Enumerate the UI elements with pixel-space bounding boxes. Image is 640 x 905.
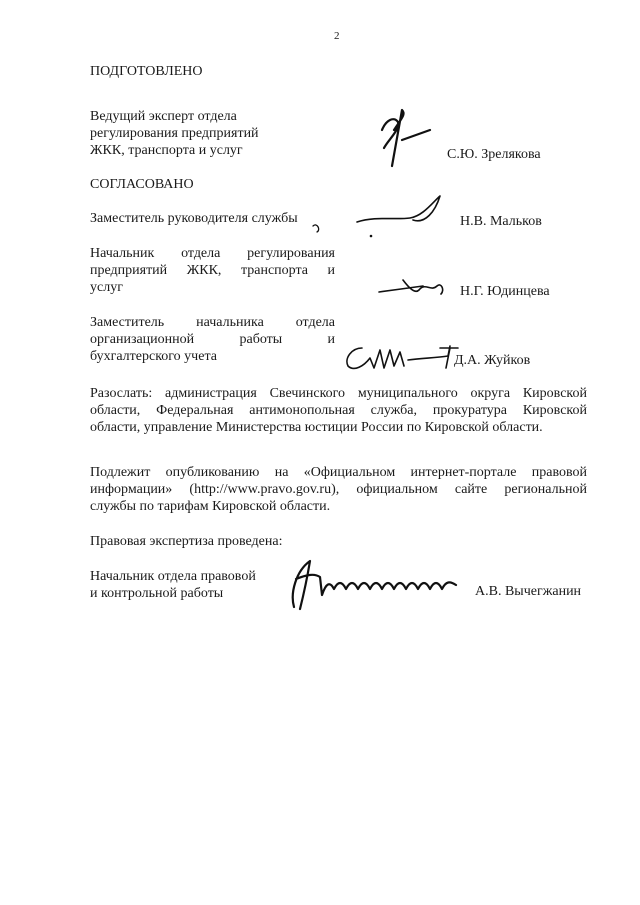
legal-review-heading: Правовая экспертиза проведена: bbox=[90, 534, 283, 549]
position-line: Ведущий эксперт отдела bbox=[90, 109, 237, 124]
agreed-heading: СОГЛАСОВАНО bbox=[90, 177, 194, 192]
signer-2-position bbox=[90, 245, 335, 296]
position-line: бухгалтерского учета bbox=[90, 349, 217, 364]
signer-1-position bbox=[90, 210, 298, 227]
distribution-line: области, управление Министерства юстиции России по Кировской области. bbox=[90, 420, 543, 435]
signer-3-position bbox=[90, 314, 335, 365]
position-line: регулирования предприятий bbox=[90, 126, 259, 141]
position-line: Начальник отдела регулирования bbox=[90, 246, 335, 261]
distribution-paragraph bbox=[90, 385, 587, 436]
position-line: Заместитель начальника отдела bbox=[90, 315, 335, 330]
publication-paragraph bbox=[90, 464, 587, 515]
position-line: ЖКК, транспорта и услуг bbox=[90, 143, 243, 158]
signer-1-name: Н.В. Мальков bbox=[460, 214, 542, 229]
signer-2-name: Н.Г. Юдинцева bbox=[460, 284, 550, 299]
page-number: 2 bbox=[334, 30, 340, 42]
position-line: услуг bbox=[90, 280, 123, 295]
signature-yudintseva bbox=[375, 270, 455, 304]
position-line: Начальник отдела правовой bbox=[90, 569, 256, 584]
legal-review-name: А.В. Вычегжанин bbox=[475, 584, 582, 599]
position-line: предприятий ЖКК, транспорта и bbox=[90, 263, 335, 278]
publication-line: Подлежит опубликованию на «Официальном интернет-портале правовой bbox=[90, 465, 587, 480]
prepared-heading: ПОДГОТОВЛЕНО bbox=[90, 64, 203, 79]
prepared-position bbox=[90, 108, 259, 159]
position-line: организационной работы и bbox=[90, 332, 335, 347]
signature-vychegzhanin bbox=[280, 555, 470, 615]
signature-zhuykov bbox=[338, 336, 468, 378]
signer-3-name: Д.А. Жуйков bbox=[454, 353, 531, 368]
publication-line: информации» (http://www.pravo.gov.ru), официальном сайте региональной bbox=[90, 482, 587, 497]
prepared-name: С.Ю. Зрелякова bbox=[447, 147, 541, 162]
legal-review-position bbox=[90, 568, 256, 602]
distribution-line: Разослать: администрация Свечинского муниципального округа Кировской bbox=[90, 386, 587, 401]
distribution-line: области, Федеральная антимонопольная служба, прокуратура Кировской bbox=[90, 403, 587, 418]
position-line: Заместитель руководителя службы bbox=[90, 211, 298, 226]
publication-line: службы по тарифам Кировской области. bbox=[90, 499, 331, 514]
signature-zrelyakova bbox=[372, 100, 442, 172]
position-line: и контрольной работы bbox=[90, 586, 224, 601]
signature-malkov bbox=[305, 190, 455, 245]
